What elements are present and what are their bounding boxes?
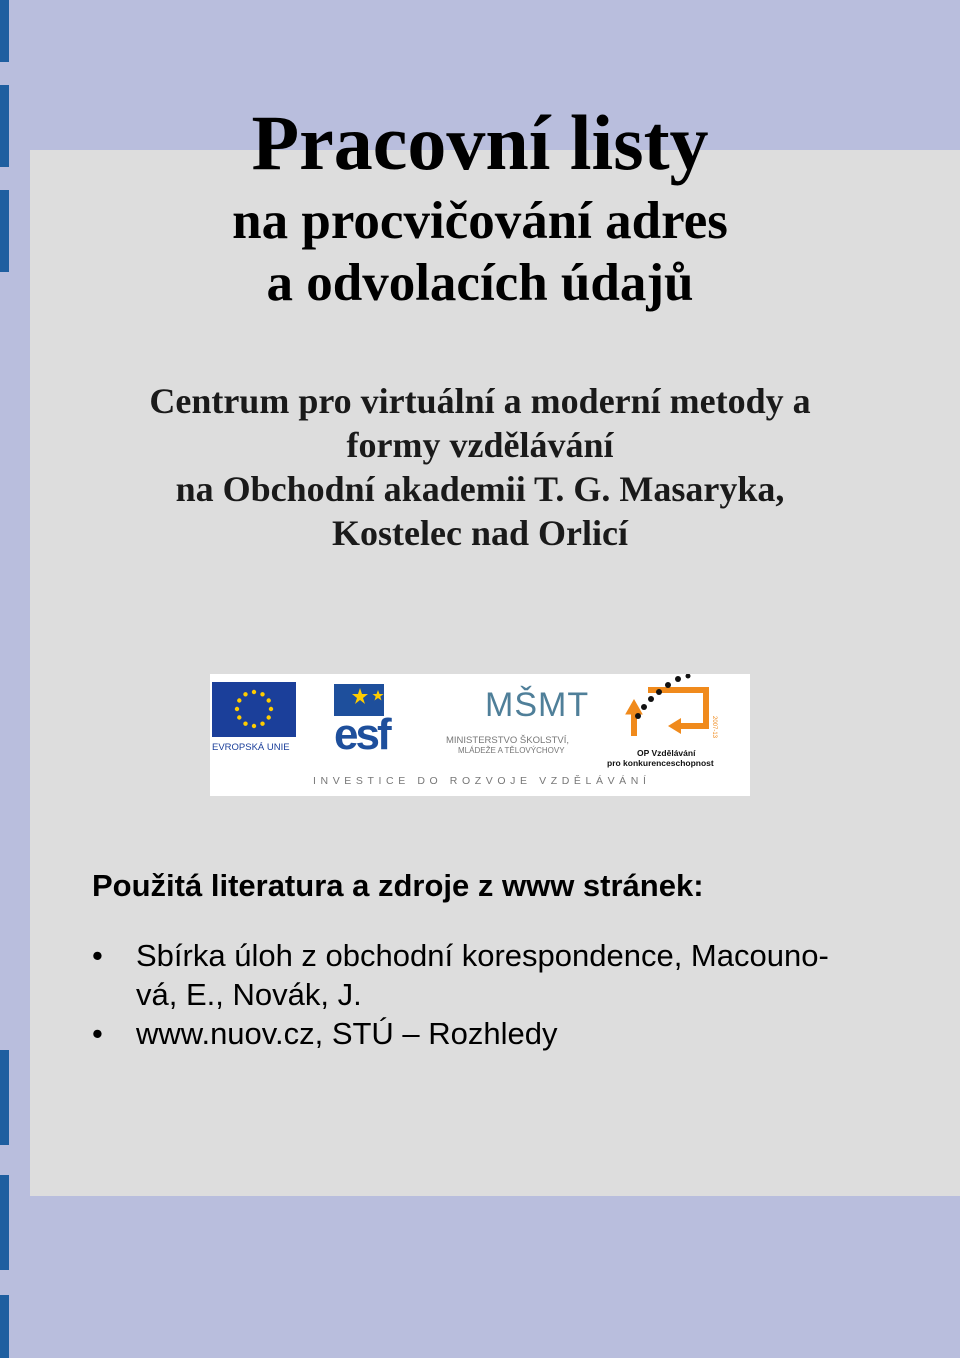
literature-heading: Použitá literatura a zdroje z www stránek: (92, 868, 704, 903)
op-line: OP Vzdělávání (637, 748, 696, 758)
funding-logos (210, 674, 750, 796)
msmt-logo (446, 686, 589, 755)
edge-bar (0, 1295, 9, 1358)
op-line: pro konkurenceschopnost (607, 758, 714, 768)
list-item (92, 936, 872, 1014)
list-item (92, 1014, 872, 1053)
institution-line: formy vzdělávání (346, 425, 614, 465)
literature-list (92, 936, 872, 1053)
institution-name (80, 379, 880, 555)
subtitle (0, 190, 960, 314)
page-title: Pracovní listy (251, 99, 709, 186)
logos-graphic (210, 674, 750, 796)
edge-bar (0, 0, 9, 62)
msmt-wordmark: MŠMT (485, 686, 590, 724)
op-years: 2007-13 (711, 716, 717, 739)
logo-tagline: INVESTICE DO ROZVOJE VZDĚLÁVÁNÍ (313, 775, 651, 787)
subtitle-line: a odvolacích údajů (266, 254, 694, 312)
edge-bar (0, 1175, 9, 1270)
ministry-line: MINISTERSTVO ŠKOLSTVÍ, (446, 735, 569, 746)
list-item-text: www.nuov.cz, STÚ – Rozhledy (136, 1016, 558, 1051)
institution-line: na Obchodní akademii T. G. Masaryka, (175, 469, 785, 509)
op-vk-logo (607, 674, 717, 768)
subtitle-line: na procvičování adres (232, 192, 728, 250)
esf-wordmark: esf (334, 710, 389, 759)
institution-line: Kostelec nad Orlicí (332, 513, 628, 553)
institution-line: Centrum pro virtuální a moderní metody a (149, 381, 811, 421)
esf-logo (334, 684, 410, 759)
list-item-text: vá, E., Novák, J. (136, 977, 362, 1012)
ministry-line: MLÁDEŽE A TĚLOVÝCHOVY (458, 746, 565, 755)
bullet-icon: • (92, 938, 103, 973)
bullet-icon: • (92, 1016, 103, 1051)
list-item-text: Sbírka úloh z obchodní korespondence, Macouno- (136, 938, 829, 973)
eu-flag-logo (212, 682, 296, 753)
eu-label: EVROPSKÁ UNIE (212, 742, 290, 753)
edge-bar (0, 1050, 9, 1145)
